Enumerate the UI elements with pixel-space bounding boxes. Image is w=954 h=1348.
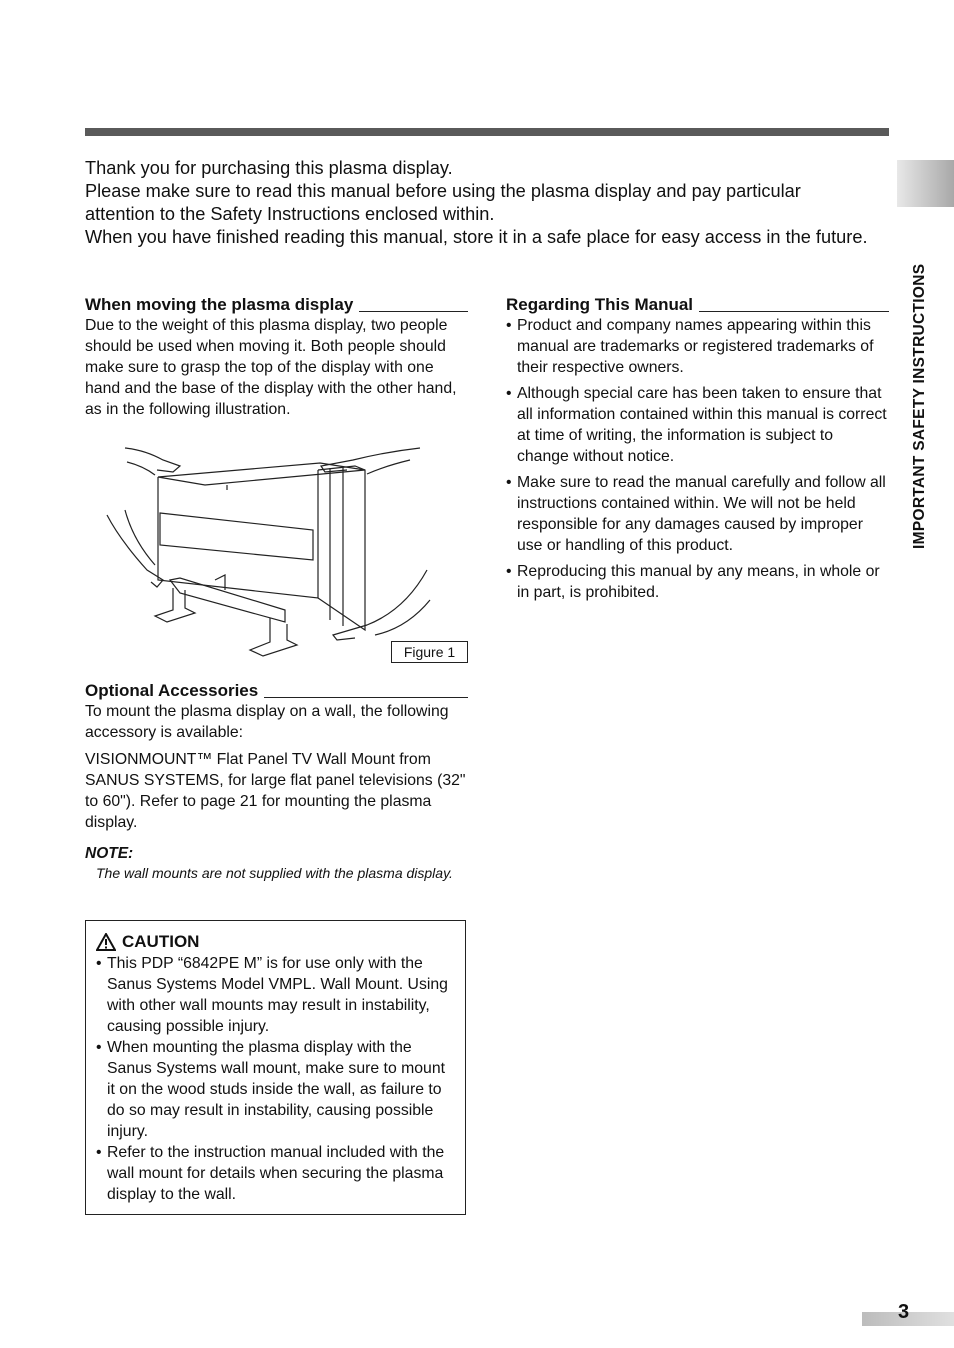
caution-box	[85, 920, 466, 1215]
caution-list	[96, 953, 453, 1205]
heading-rule	[359, 311, 468, 312]
accessories-text: To mount the plasma display on a wall, the following accessory is available:	[85, 703, 449, 741]
list-item: • Reproducing this manual by any means, in whole or in part, is prohibited.	[506, 563, 880, 601]
intro-text	[85, 157, 875, 249]
accessories-heading	[85, 681, 468, 701]
list-item: • Although special care has been taken to ensure that all information contained within this manual is correct at time of writing, the information is subject to change without notice.	[506, 385, 887, 465]
section-side-label-text: IMPORTANT SAFETY INSTRUCTIONS	[911, 263, 928, 549]
note-title: NOTE:	[85, 845, 134, 862]
manual-heading	[506, 295, 889, 315]
figure-label: Figure 1	[391, 641, 468, 663]
plasma-display-drawing	[158, 463, 365, 630]
page-number: 3	[898, 1301, 910, 1323]
list-item: • Refer to the instruction manual included with the wall mount for details when securing the plasma display to the wall.	[96, 1144, 445, 1203]
moving-illustration	[85, 430, 468, 665]
intro-paragraph: Thank you for purchasing this plasma display.	[85, 158, 453, 178]
accessories-section	[85, 681, 468, 833]
moving-section	[85, 295, 468, 420]
section-side-label	[907, 208, 937, 553]
manual-list	[506, 315, 889, 603]
accessories-heading-text: Optional Accessories	[85, 681, 259, 700]
warning-triangle-icon	[96, 933, 116, 951]
caution-title: CAUTION	[122, 932, 200, 951]
intro-paragraph: Please make sure to read this manual before using the plasma display and pay particular attention to the Safety Instructions enclosed within.	[85, 181, 801, 224]
header-rule	[85, 128, 889, 136]
moving-heading-text: When moving the plasma display	[85, 295, 354, 314]
list-item: • This PDP “6842PE M” is for use only with the Sanus Systems Model VMPL. Wall Mount. Using with other wall mounts may result in instability, causing possible injury.	[96, 955, 448, 1035]
moving-heading	[85, 295, 468, 315]
moving-text: Due to the weight of this plasma display, two people should be used when moving it. Both people should make sure to grasp the top of the display with one hand and the base of the display with the other hand, as in the following illustration.	[85, 317, 457, 418]
manual-heading-text: Regarding This Manual	[506, 295, 694, 314]
manual-section	[506, 295, 889, 608]
section-tab	[897, 160, 954, 207]
heading-rule	[699, 311, 889, 312]
caution-heading	[96, 931, 453, 953]
accessories-product-text: VISIONMOUNT™ Flat Panel TV Wall Mount from SANUS SYSTEMS, for large flat panel televisions (32" to 60"). Refer to page 21 for mounting the plasma display.	[85, 751, 466, 831]
note-text: The wall mounts are not supplied with the plasma display.	[96, 865, 453, 881]
heading-rule	[264, 697, 468, 698]
list-item: • When mounting the plasma display with the Sanus Systems wall mount, make sure to mount it on the wood studs inside the wall, as failure to do so may result in instability, causing possible injury.	[96, 1039, 446, 1140]
list-item: • Product and company names appearing within this manual are trademarks or registered trademarks of their respective owners.	[506, 317, 874, 376]
list-item: • Make sure to read the manual carefully and follow all instructions contained within. We will not be held responsible for any damages caused by improper use or handling of this product.	[506, 474, 886, 554]
intro-paragraph: When you have finished reading this manual, store it in a safe place for easy access in the future.	[85, 227, 868, 247]
hands-drawing	[107, 448, 430, 640]
